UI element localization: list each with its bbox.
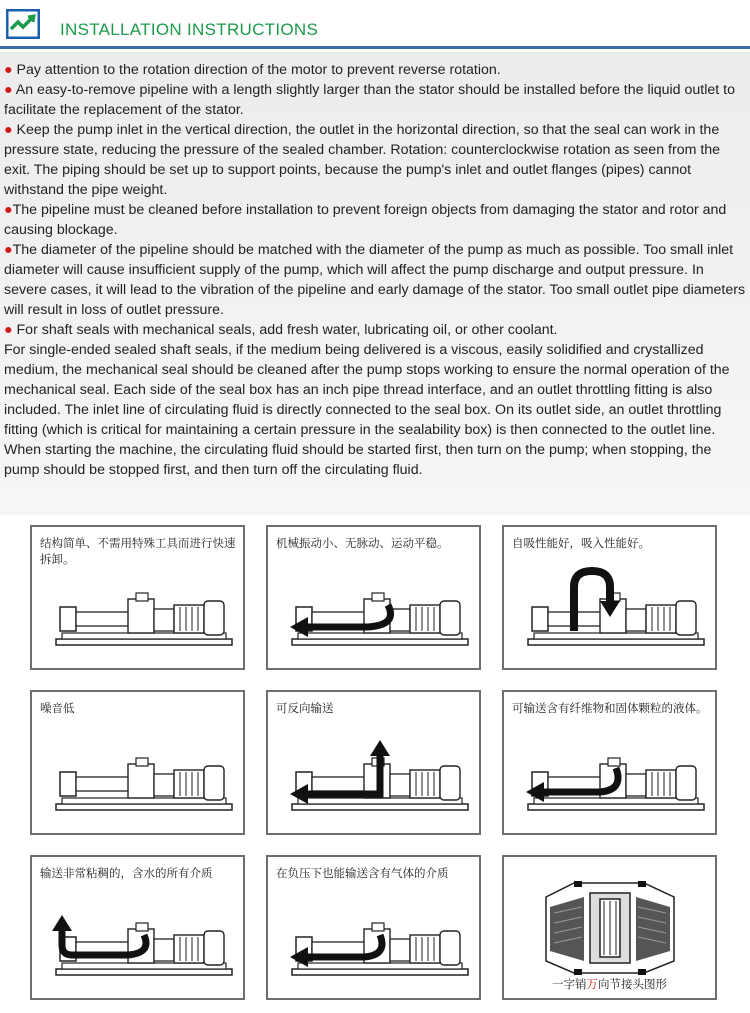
bullet-icon: ● [4, 202, 13, 218]
panel-caption: 机械振动小、无脉动、运动平稳。 [276, 536, 449, 550]
bullet-icon: ● [4, 82, 16, 98]
paragraph: ● An easy-to-remove pipeline with a length slightly larger than the stator should be installed before the liquid outlet to facilitate the replacement of the stator. [4, 82, 735, 118]
panel-caption: 一字销万向节接头图形 [552, 977, 667, 991]
feature-panel-smooth-operation [266, 525, 481, 670]
paragraph: ● Pay attention to the rotation direction of the motor to prevent reverse rotation. [4, 62, 501, 78]
feature-panel-viscous-media [30, 855, 245, 1000]
bullet-icon: ● [4, 322, 17, 338]
paragraph: ●The pipeline must be cleaned before installation to prevent foreign objects from damaging the stator and rotor and causing blockage. [4, 202, 727, 238]
bullet-icon: ● [4, 242, 13, 258]
paragraph: For single-ended sealed shaft seals, if the medium being delivered is a viscous, easily solidified and crystallized medium, the mechanical seal should be cleaned after the pump stops working to ensure the normal operation of the mechanical seal. Each side of the seal box has an inch pipe thread interface, and an outlet throttling fitting is also included. The inlet line of circulating fluid is directly connected to the seal box. On its outlet side, an outlet throttling fitting (which is critical for maintaining a certain pressure in the sealability box) is then connected to the outlet line. When starting the machine, the circulating fluid should be started first, then turn on the pump; when stopping, the pump should be stopped first, and then turn off the circulating fluid. [4, 342, 730, 478]
bullet-icon: ● [4, 122, 17, 138]
feature-panel-reversible [266, 690, 481, 835]
paragraph: ● Keep the pump inlet in the vertical direction, the outlet in the horizontal direction, so that the seal can work in the pressure state, reducing the pressure of the sealed chamber. Rotation: counterclockwise rotation as seen from the exit. The piping should be set up to support points, because the pump's inlet and outlet flanges (pipes) cannot withstand the pipe weight. [4, 122, 721, 198]
header-divider [0, 46, 750, 49]
panel-caption: 在负压下也能输送含有气体的介质 [276, 866, 449, 880]
panel-caption: 输送非常粘稠的，含水的所有介质 [40, 866, 213, 880]
header [0, 0, 750, 50]
feature-panel-gas-media [266, 855, 481, 1000]
panel-caption: 可输送含有纤维物和固体颗粒的液体。 [512, 701, 708, 715]
panel-caption: 结构简单、不需用特殊工具而进行快速拆卸。 [40, 536, 236, 566]
feature-panel-solids [502, 690, 717, 835]
logo-icon [6, 9, 40, 39]
feature-panel-self-priming [502, 525, 717, 670]
feature-panel-easy-disassembly [30, 525, 245, 670]
paragraph: ● For shaft seals with mechanical seals, add fresh water, lubricating oil, or other coolant. [4, 322, 558, 338]
paragraph: ●The diameter of the pipeline should be matched with the diameter of the pump as much as possible. Too small inlet diameter will cause insufficient supply of the pump, which will affect the pump discharge and output pressure. In severe cases, it will lead to the vibration of the pipeline and early damage of the stator. Too small outlet pipe diameters will result in loss of outlet pressure. [4, 242, 746, 318]
panel-caption: 噪音低 [40, 701, 75, 715]
feature-panel-joint-diagram [502, 855, 717, 1000]
page-title: INSTALLATION INSTRUCTIONS [60, 20, 319, 39]
panel-caption: 自吸性能好，吸入性能好。 [512, 536, 650, 550]
bullet-icon: ● [4, 62, 17, 78]
instructions-text [0, 52, 750, 515]
feature-panel-low-noise [30, 690, 245, 835]
panel-caption: 可反向输送 [276, 701, 334, 715]
